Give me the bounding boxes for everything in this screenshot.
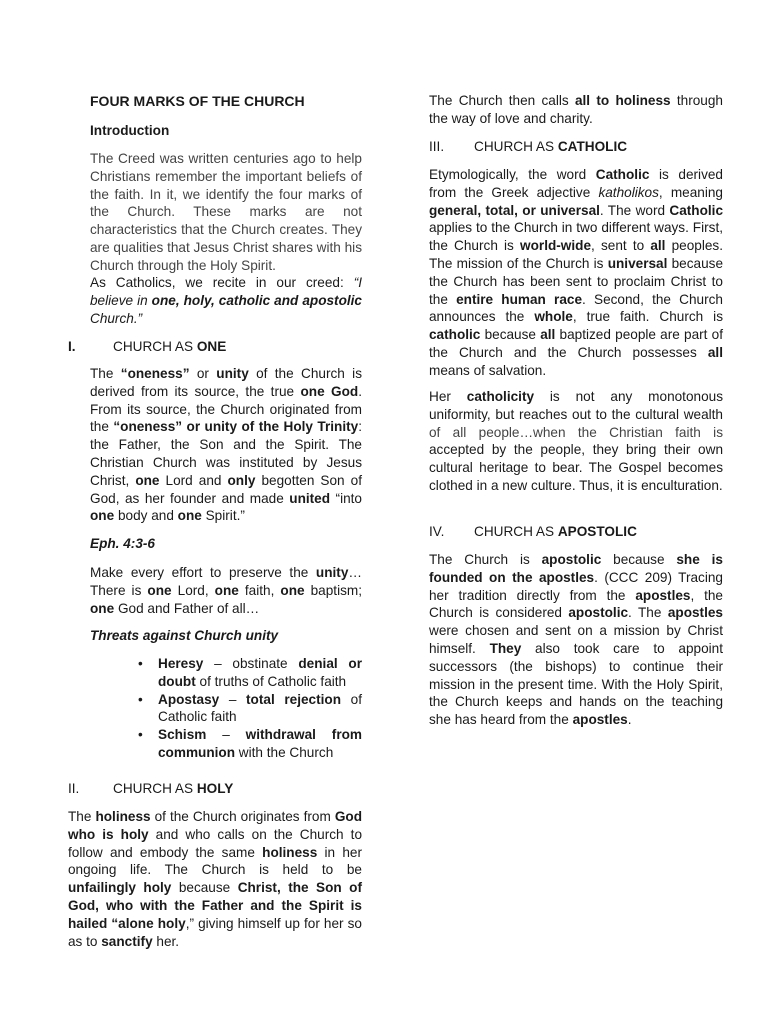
text-run: , true faith. Church is <box>572 309 723 325</box>
text-run: united <box>289 490 331 506</box>
text-run: one <box>214 582 239 598</box>
text-run: is not any monotonous uniformity, but reaches out to the cultural wealth <box>429 389 724 422</box>
text-run: of all people…when the Christian faith is <box>429 424 723 440</box>
text-run: Catholic <box>595 167 650 182</box>
text-run: applies to the Church in two different ways. First, the Church is <box>429 220 723 254</box>
text-run: and who calls on the Church to follow and embody the same <box>68 826 363 860</box>
text-run: God who is holy <box>68 809 362 842</box>
text-run: whole <box>534 309 573 325</box>
threat-term: Apostasy <box>158 691 220 707</box>
text-run: : the Father, the Son and the Spirit. The Christian Church was instituted by Jesus Christ, <box>90 419 362 488</box>
text-run: one God <box>300 383 359 399</box>
text-run: all to holiness <box>574 93 671 108</box>
text-run: peoples. The mission of the Church is <box>429 238 724 271</box>
text-run: apostolic <box>541 552 602 567</box>
text-run: all <box>540 327 556 343</box>
text-run: – <box>206 727 246 743</box>
threat-item <box>136 655 362 691</box>
text-run: only <box>227 472 256 488</box>
section-one-paragraph <box>90 365 362 525</box>
text-run: apostles <box>635 587 691 603</box>
section-catholic-paragraph <box>429 166 723 380</box>
text-run: means of salvation. <box>429 362 547 378</box>
threats-heading: Threats against Church unity <box>90 628 279 643</box>
text-run: world-wide <box>520 238 592 254</box>
text-run: Lord and <box>159 472 228 488</box>
text-run: holiness <box>95 809 151 824</box>
text-run: one <box>280 582 305 598</box>
text-run: Lord, <box>171 582 215 598</box>
text-run: or <box>189 366 217 381</box>
text-run: . Second, the Church announces the <box>429 291 723 325</box>
text-run: sanctify <box>101 933 153 949</box>
text-run: Her <box>429 389 467 404</box>
text-run: of Catholic faith <box>158 691 362 725</box>
text-run: through the way of love and charity. <box>429 93 723 126</box>
text-run: , meaning <box>658 184 723 200</box>
introduction-heading: Introduction <box>90 123 170 138</box>
text-run: The Church is <box>429 552 542 567</box>
bullet-icon: • <box>138 727 143 743</box>
text-run: is derived from the Greek adjective <box>429 167 723 200</box>
section-holy-paragraph <box>68 808 362 950</box>
text-run: she is founded on the apostles <box>429 552 723 585</box>
creed-paragraph: As Catholics, we recite in our creed: “I believe in one, holy, catholic and apostolic Church.” <box>90 275 362 326</box>
bullet-icon: • <box>138 691 143 707</box>
text-run: because <box>601 552 677 567</box>
catholicity-paragraph <box>429 388 723 495</box>
text-run: of the Church originates from <box>150 809 335 824</box>
text-run: katholikos <box>598 184 659 200</box>
text-run: unfailingly holy <box>68 880 172 896</box>
text-run: also took care to appoint successors (the bishops) to continue their mission in the present time. With the Holy Spirit, the Church keeps and hands on the teaching she has heard from the <box>429 640 723 728</box>
verse-paragraph <box>90 564 362 617</box>
text-run: because <box>171 880 238 896</box>
text-run: Spirit.” <box>201 508 245 524</box>
section-apostolic-paragraph <box>429 551 723 729</box>
text-run: “into <box>330 490 362 506</box>
threat-definition: withdrawal from communion <box>158 727 362 760</box>
text-run: because the Church has been sent to proclaim Christ to the <box>429 255 724 307</box>
text-run: . <box>627 712 632 728</box>
threat-item <box>136 726 362 762</box>
text-run: apostles <box>667 605 723 621</box>
text-run: general, total, or universal <box>429 202 600 218</box>
text-run: because <box>480 327 541 343</box>
document-page: FOUR MARKS OF THE CHURCH Introduction The Creed was written centuries ago to help Christians remember the important beliefs of the faith. In it, we identify the four marks of the Church. These marks are not characteristics that the Church creates. They are qualities that Jesus Christ shares with his Church through the Holy Spirit. As Catholics, we recite in our creed: “I believe in one, holy, catholic and apostolic Church.” I. CHURCH AS ONE The “oneness” or unity of the Church is derived from its source, the true one God. From its source, the Church originated from the “oneness” or unity of the Holy Trinity: the Father, the Son and the Spirit. The Christian Church was instituted by Jesus Christ, one Lord and only begotten Son of God, as her founder and made united “into one body and one Spirit.” Eph. 4:3-6 Make every effort to preserve the unity…There is one Lord, one faith, one baptism; one God and Father of all… Threats against Church unity • Heresy – obstinate denial or doubt of truths of Catholic faith • Apostasy – total rejection of Catholic faith • Schism – withdrawal from communion with the Church II. CHURCH AS HOLY The holiness of the Church originates from God who is holy and who calls on the Church to follow and embody the same holiness in her ongoing life. The Church is held to be unfailingly holy because Christ, the Son of God, who with the Father and the Spirit is hailed “alone holy,” giving himself up for her so as to sanctify her. The Church then calls all to holiness through the way of love and charity. III. CHURCH AS CATHOLIC Etymologically, the word Catholic is derived from the Greek adjective katholikos, meaning general, total, or universal. The word Catholic applies to the Church in two different ways. First, the Church is world-wide, sent to all peoples. The mission of the Church is universal because the Church has been sent to proclaim Christ to the entire human race. Second, the Church announces the whole, true faith. Church is catholic because all baptized people are part of the Church and the Church possesses all means of salvation. Her catholicity is not any monotonous uniformity, but reaches out to the cultural wealth of all people…when the Christian faith is accepted by the people, they bring their own cultural heritage to bear. The Gospel becomes clothed in a new culture. Thus, it is enculturation. IV. CHURCH AS APOSTOLIC The Church is apostolic because she is founded on the apostles. (CCC 209) Tracing her tradition directly from the apostles, the Church is considered apostolic. The apostles were chosen and sent on a mission by Christ himself. They also took care to appoint successors (the bishops) to continue their mission in the present time. With the Holy Spirit, the Church keeps and hands on the teaching she has heard from the apostles. <box>68 93 724 949</box>
threat-definition: denial or doubt <box>158 656 363 689</box>
text-run: – <box>219 691 247 707</box>
text-run: entire human race <box>456 291 583 307</box>
text-run: unity <box>315 565 349 580</box>
text-run: one <box>147 582 172 598</box>
text-run: Make every effort to preserve the <box>90 565 316 580</box>
text-run: baptized people are part of the Church and the Church possesses <box>429 327 724 360</box>
text-run: . From its source, the Church originated from the <box>90 383 362 435</box>
text-run: her. <box>152 933 180 949</box>
text-run: holiness <box>262 844 318 860</box>
text-run: begotten Son of God, as her founder and made <box>90 472 362 506</box>
text-run: “oneness” <box>120 366 190 381</box>
text-run: They <box>489 640 522 656</box>
bullet-icon: • <box>138 656 143 671</box>
text-run: in her ongoing life. The Church is held to be <box>68 844 363 878</box>
text-run: . (CCC 209) Tracing her tradition directly from the <box>429 569 723 603</box>
introduction-paragraph: The Creed was written centuries ago to help Christians remember the important beliefs of the faith. In it, we identify the four marks of the Church. These marks are not characteristics that the Church creates. They are qualities that Jesus Christ shares with his Church through the Holy Spirit. <box>90 151 362 273</box>
text-run: ,” giving himself up for her so as to <box>68 915 362 949</box>
text-run: with the Church <box>235 744 334 760</box>
threat-term: Heresy <box>158 656 204 671</box>
page-title: FOUR MARKS OF THE CHURCH <box>90 93 305 109</box>
text-run: all <box>707 344 723 360</box>
text-run: God and Father of all… <box>114 600 260 616</box>
text-run: baptism; <box>304 582 362 598</box>
text-run: The <box>68 809 96 824</box>
text-run: catholic <box>429 327 481 343</box>
text-run: were chosen and sent on a mission by Christ himself. <box>429 623 723 656</box>
threat-item <box>136 691 362 727</box>
text-run: unity <box>216 366 249 381</box>
text-run: …There is <box>90 565 362 598</box>
text-run: accepted by the people, they bring their own cultural heritage to bear. The Gospel becomes clothed in a new culture. Thus, it is enculturation. <box>429 442 723 493</box>
text-run: apostolic <box>568 605 629 621</box>
threats-list <box>136 655 362 762</box>
text-run: catholicity <box>466 389 535 404</box>
text-run: one <box>90 508 115 524</box>
text-run: one <box>90 600 115 616</box>
text-run: The <box>90 366 121 381</box>
text-run: of the Church is derived from its source, the true <box>90 366 362 399</box>
text-run: faith, <box>238 582 281 598</box>
text-run: , the Church is considered <box>429 587 723 621</box>
text-run: “oneness” or unity of the Holy Trinity <box>113 419 359 435</box>
text-run: The Church then calls <box>429 93 575 108</box>
text-run: Catholic <box>669 202 723 218</box>
threat-definition: total rejection <box>246 691 342 707</box>
threat-term: Schism <box>158 727 207 743</box>
text-run: – obstinate <box>203 656 299 671</box>
text-run: Christ, the Son of God, who with the Father and the Spirit is hailed “alone holy <box>68 880 362 931</box>
text-run: . The word <box>599 202 670 218</box>
holiness-call-paragraph <box>429 92 723 128</box>
text-run: , sent to <box>591 238 651 254</box>
text-run: all <box>650 238 666 254</box>
text-run: . The <box>628 605 668 621</box>
text-run: one <box>177 508 202 524</box>
text-run: one <box>135 472 160 488</box>
text-run: apostles <box>572 712 628 728</box>
text-run: Etymologically, the word <box>429 167 596 182</box>
text-run: body and <box>114 508 178 524</box>
verse-reference: Eph. 4:3-6 <box>90 536 155 551</box>
text-run: of truths of Catholic faith <box>195 673 347 689</box>
text-run: universal <box>607 255 668 271</box>
